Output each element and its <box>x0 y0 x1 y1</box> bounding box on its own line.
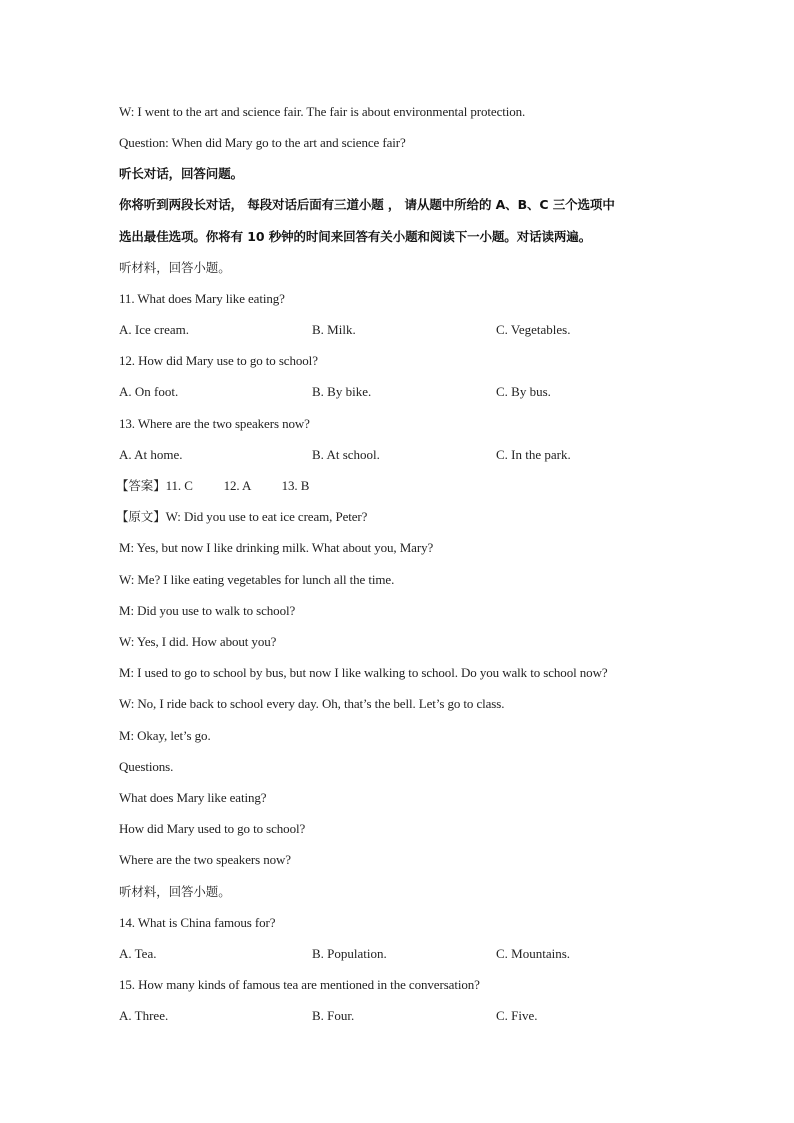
option-b: B. Milk. <box>312 322 356 337</box>
questions-item: What does Mary like eating? <box>119 790 267 805</box>
transcript-line: M: Did you use to walk to school? <box>119 603 296 618</box>
answer-line <box>116 478 309 494</box>
transcript-line: W: No, I ride back to school every day. Oh, that’s the bell. Let’s go to class. <box>119 696 505 711</box>
instructions-line-1: 你将听到两段长对话， 每段对话后面有三道小题 ， 请从题中所给的 A、B、C 三个选项中 <box>119 197 615 212</box>
instructions-line-2: 选出最佳选项。你将有 10 秒钟的时间来回答有关小题和阅读下一小题。对话读两遍。 <box>119 229 592 244</box>
answer-item: 11. C <box>165 478 193 493</box>
transcript-first-line <box>116 509 367 525</box>
option-b: B. By bike. <box>312 384 372 399</box>
transcript-line: W: Did you use to eat ice cream, Peter? <box>165 509 368 524</box>
option-c: C. Vegetables. <box>496 322 571 337</box>
question-stem: 15. How many kinds of famous tea are mentioned in the conversation? <box>119 977 480 992</box>
option-a: A. At home. <box>119 447 183 462</box>
transcript-line: W: Yes, I did. How about you? <box>119 634 277 649</box>
dialogue-line: W: I went to the art and science fair. The fair is about environmental protection. <box>119 104 526 119</box>
question-stem: 14. What is China famous for? <box>119 915 276 930</box>
questions-heading: Questions. <box>119 759 174 774</box>
transcript-line: M: Yes, but now I like drinking milk. What about you, Mary? <box>119 540 434 555</box>
option-b: B. Four. <box>312 1008 355 1023</box>
option-a: A. Ice cream. <box>119 322 190 337</box>
transcript-line: M: I used to go to school by bus, but now I like walking to school. Do you walk to school now? <box>119 665 608 680</box>
option-c: C. Five. <box>496 1008 538 1023</box>
question-stem: 11. What does Mary like eating? <box>119 291 285 306</box>
option-c: C. In the park. <box>496 447 571 462</box>
option-b: B. Population. <box>312 946 387 961</box>
material-prompt: 听材料，回答小题。 <box>119 260 231 275</box>
section-heading: 听长对话，回答问题。 <box>119 166 244 181</box>
option-a: A. On foot. <box>119 384 179 399</box>
option-c: C. Mountains. <box>496 946 571 961</box>
questions-item: Where are the two speakers now? <box>119 852 291 867</box>
questions-item: How did Mary used to go to school? <box>119 821 306 836</box>
answer-label: 【答案】 <box>116 478 166 493</box>
option-b: B. At school. <box>312 447 380 462</box>
option-c: C. By bus. <box>496 384 551 399</box>
option-a: A. Three. <box>119 1008 169 1023</box>
question-stem: 13. Where are the two speakers now? <box>119 416 310 431</box>
question-stem: 12. How did Mary use to go to school? <box>119 353 318 368</box>
material-prompt: 听材料，回答小题。 <box>119 884 231 899</box>
transcript-line: M: Okay, let’s go. <box>119 728 211 743</box>
answer-item: 13. B <box>281 478 310 493</box>
transcript-label: 【原文】 <box>116 509 166 524</box>
answer-item: 12. A <box>223 478 252 493</box>
option-a: A. Tea. <box>119 946 157 961</box>
transcript-line: W: Me? I like eating vegetables for lunch all the time. <box>119 572 395 587</box>
question-line: Question: When did Mary go to the art and science fair? <box>119 135 406 150</box>
